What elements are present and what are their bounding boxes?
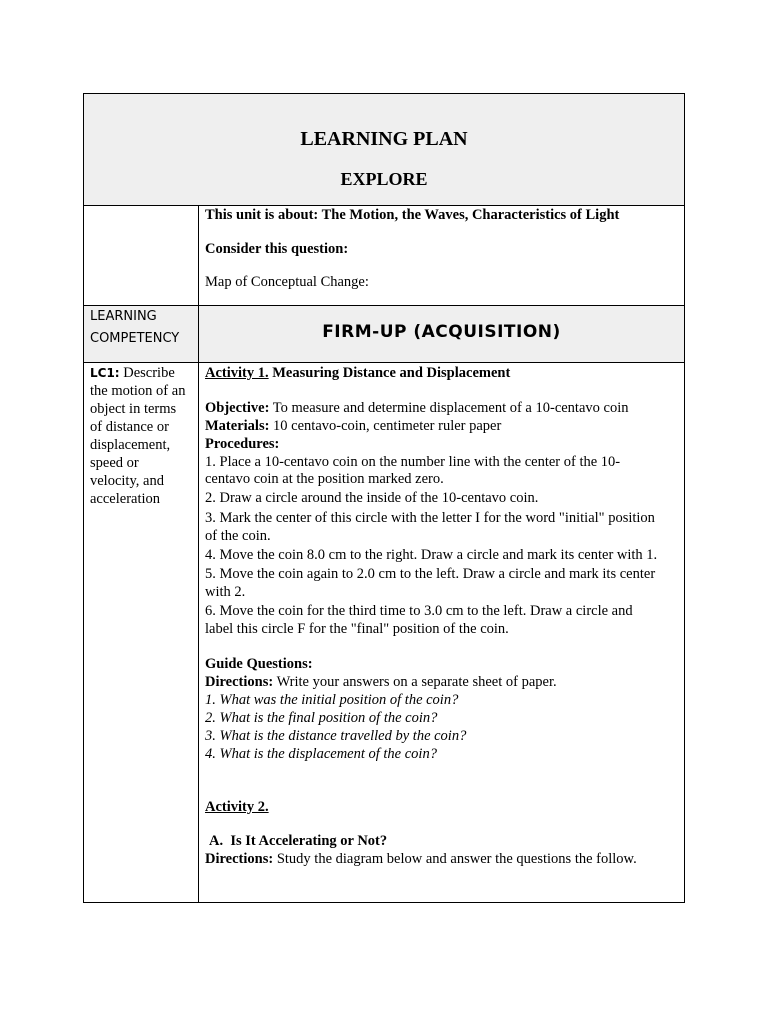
guide-question: 2. What is the final position of the coin? [205,710,438,726]
competency-heading: LEARNING COMPETENCY [90,309,180,346]
activity1-procedures-label: Procedures: [205,436,280,452]
map-conceptual-change: Map of Conceptual Change: [205,274,369,290]
guide-directions: Directions: Write your answers on a separate sheet of paper. [205,674,557,690]
lc1-tag: LC1: [90,366,120,380]
guide-question: 1. What was the initial position of the coin? [205,692,459,708]
activity2-directions: Directions: Study the diagram below and answer the questions the follow. [205,851,637,867]
guide-question: 3. What is the distance travelled by the coin? [205,728,467,744]
procedure-line: 6. Move the coin for the third time to 3.0 cm to the left. Draw a circle and [205,603,633,619]
procedure-line: with 2. [205,584,246,600]
guide-question: 4. What is the displacement of the coin? [205,746,437,762]
activity1-heading: Activity 1. Measuring Distance and Displacement [205,365,511,381]
phase-header-cell [199,306,684,362]
page-subtitle: EXPLORE [340,169,428,189]
procedure-line: 5. Move the coin again to 2.0 cm to the left. Draw a circle and mark its center [205,566,656,582]
procedure-line: 2. Draw a circle around the inside of the 10-centavo coin. [205,490,539,506]
content-row [84,363,684,903]
activity1-objective: Objective: To measure and determine displacement of a 10-centavo coin [205,400,629,416]
activity2-part-a: A. Is It Accelerating or Not? [209,833,388,849]
unit-row-right-cell [199,206,684,305]
page-title: LEARNING PLAN [300,128,468,150]
phase-heading: FIRM-UP (ACQUISITION) [322,322,561,342]
consider-question: Consider this question: [205,241,349,257]
unit-row [84,206,684,306]
procedure-line: of the coin. [205,528,271,544]
competency-header-cell [84,306,199,362]
lc1-cell [84,363,199,903]
competency-header-row [84,306,684,363]
activity2-heading: Activity 2. [205,799,269,815]
lc1-text: LC1: Describe the motion of an object in terms of distance or displacement, speed or velocity, and acceleration [90,365,186,507]
procedure-line: centavo coin at the position marked zero. [205,471,444,487]
procedure-line: 1. Place a 10-centavo coin on the number line with the center of the 10- [205,454,621,470]
learning-plan-table [83,93,685,903]
unit-label: This unit is about: The Motion, the Waves, Characteristics of Light [205,207,620,223]
header-row [84,94,684,206]
procedure-line: label this circle F for the "final" position of the coin. [205,621,509,637]
activities-cell [199,363,684,903]
unit-row-left-cell [84,206,199,305]
procedure-line: 3. Mark the center of this circle with the letter I for the word "initial" position [205,510,655,526]
procedure-line: 4. Move the coin 8.0 cm to the right. Draw a circle and mark its center with 1. [205,547,658,563]
guide-questions-label: Guide Questions: [205,656,313,672]
activity1-materials: Materials: 10 centavo-coin, centimeter ruler paper [205,418,502,434]
